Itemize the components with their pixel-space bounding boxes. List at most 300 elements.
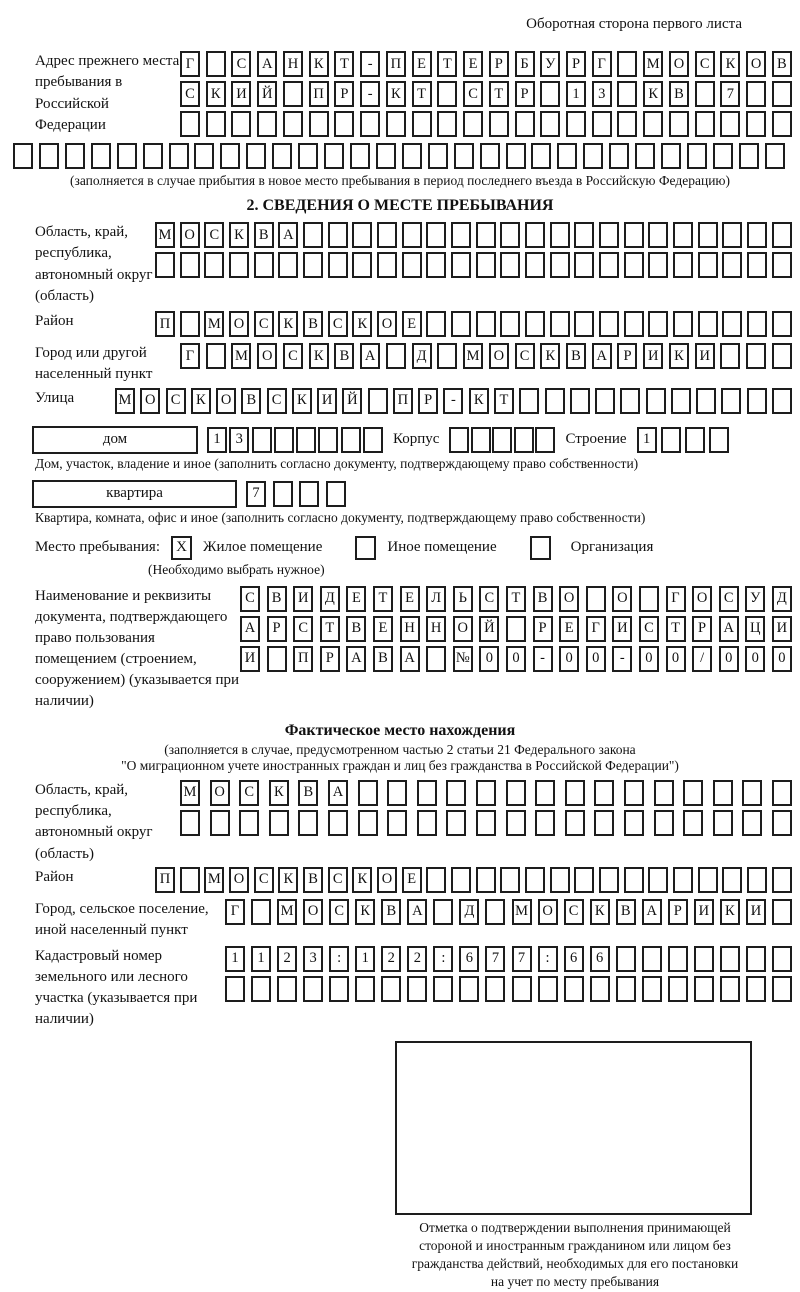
char-cell: М: [180, 780, 200, 806]
apartment-box-label: квартира: [32, 480, 237, 508]
char-cell: [531, 143, 551, 169]
char-cell: О: [229, 867, 249, 893]
char-cell: 3: [592, 81, 612, 107]
char-cell: [709, 427, 729, 453]
char-cell: [540, 81, 560, 107]
char-cell-row: [180, 81, 792, 107]
char-cell: [570, 388, 590, 414]
char-cell: [269, 810, 289, 836]
char-cell: [506, 810, 526, 836]
char-cell: :: [538, 946, 558, 972]
char-cell: [722, 311, 742, 337]
char-cell: А: [346, 646, 366, 672]
char-cell: К: [278, 311, 298, 337]
char-cell: К: [643, 81, 663, 107]
char-cell: [476, 252, 496, 278]
char-cell: [747, 388, 767, 414]
char-cell: 2: [407, 946, 427, 972]
char-cell: [683, 780, 703, 806]
char-cell: Л: [426, 586, 446, 612]
char-cell: А: [328, 780, 348, 806]
char-cell: С: [328, 867, 348, 893]
char-cell: [376, 143, 396, 169]
char-cell: П: [155, 311, 175, 337]
char-cell: В: [303, 311, 323, 337]
char-cell: В: [303, 867, 323, 893]
char-cell: [328, 252, 348, 278]
char-cell: О: [746, 51, 766, 77]
char-cell: Е: [402, 311, 422, 337]
char-cell: Д: [459, 899, 479, 925]
char-cell: В: [334, 343, 354, 369]
char-cell: О: [489, 343, 509, 369]
char-cell-row: [246, 481, 346, 507]
char-cell: Ц: [745, 616, 765, 642]
char-cell: К: [352, 311, 372, 337]
char-cell: С: [515, 343, 535, 369]
char-cell: [272, 143, 292, 169]
char-cell: [599, 252, 619, 278]
char-cell: [485, 899, 505, 925]
char-cell: [426, 222, 446, 248]
char-cell: [648, 222, 668, 248]
char-cell: [592, 111, 612, 137]
region2-cells: [180, 780, 792, 865]
street-label: Улица: [35, 389, 75, 406]
char-cell: [512, 976, 532, 1002]
char-cell: 6: [564, 946, 584, 972]
char-cell: [624, 252, 644, 278]
char-cell: О: [229, 311, 249, 337]
region2-row: [35, 780, 800, 865]
char-cell: 7: [720, 81, 740, 107]
char-cell: [459, 976, 479, 1002]
char-cell: М: [204, 311, 224, 337]
char-cell: О: [669, 51, 689, 77]
char-cell: В: [772, 51, 792, 77]
char-cell: В: [669, 81, 689, 107]
char-cell: [550, 311, 570, 337]
char-cell: [599, 222, 619, 248]
char-cell-row: [449, 427, 555, 453]
char-cell: Т: [666, 616, 686, 642]
char-cell: 3: [229, 427, 249, 453]
char-cell: [180, 252, 200, 278]
char-cell: :: [433, 946, 453, 972]
char-cell: [673, 222, 693, 248]
char-cell: [722, 222, 742, 248]
char-cell: Е: [402, 867, 422, 893]
char-cell: [661, 143, 681, 169]
char-cell: -: [360, 81, 380, 107]
char-cell: М: [204, 867, 224, 893]
char-cell: [624, 780, 644, 806]
char-cell: [273, 481, 293, 507]
prev-address-cells: [180, 51, 792, 141]
char-cell: [426, 252, 446, 278]
char-cell: П: [293, 646, 313, 672]
char-cell: С: [329, 899, 349, 925]
char-cell: У: [540, 51, 560, 77]
char-cell: А: [400, 646, 420, 672]
char-cell: [747, 252, 767, 278]
char-cell: [39, 143, 59, 169]
char-cell: С: [180, 81, 200, 107]
char-cell: [772, 780, 792, 806]
char-cell: 0: [666, 646, 686, 672]
confirmation-stamp-box: [395, 1041, 752, 1215]
char-cell: [220, 143, 240, 169]
char-cell: [451, 867, 471, 893]
char-cell: Р: [533, 616, 553, 642]
char-cell: [426, 867, 446, 893]
char-cell: [229, 252, 249, 278]
char-cell: [669, 111, 689, 137]
char-cell: [515, 111, 535, 137]
char-cell: С: [695, 51, 715, 77]
char-cell: Р: [515, 81, 535, 107]
char-cell: [617, 81, 637, 107]
char-cell: [407, 976, 427, 1002]
char-cell: [65, 143, 85, 169]
confirmation-caption: [388, 1219, 762, 1292]
char-cell-row: [155, 311, 792, 337]
char-cell: [500, 222, 520, 248]
char-cell: О: [377, 311, 397, 337]
char-cell: [225, 976, 245, 1002]
confirmation-caption-line: на учет по месту пребывания: [490, 1274, 660, 1290]
char-cell: Т: [412, 81, 432, 107]
char-cell: [309, 111, 329, 137]
char-cell: [210, 810, 230, 836]
char-cell: С: [719, 586, 739, 612]
char-cell: О: [257, 343, 277, 369]
char-cell: Т: [506, 586, 526, 612]
char-cell: [668, 976, 688, 1002]
char-cell: П: [386, 51, 406, 77]
region-label: Область, край, республика, автономный округ (область): [35, 224, 153, 304]
char-cell: С: [204, 222, 224, 248]
char-cell: С: [254, 311, 274, 337]
char-cell: [355, 976, 375, 1002]
char-cell: [387, 810, 407, 836]
char-cell: [698, 222, 718, 248]
char-cell: [595, 388, 615, 414]
char-cell: [646, 388, 666, 414]
char-cell: 2: [381, 946, 401, 972]
char-cell: [437, 81, 457, 107]
char-cell-row: [637, 427, 729, 453]
char-cell-row: [13, 143, 785, 169]
char-cell: Т: [373, 586, 393, 612]
char-cell: [687, 143, 707, 169]
option-label-other-premises: Иное помещение: [387, 539, 497, 556]
char-cell: О: [453, 616, 473, 642]
char-cell: [334, 111, 354, 137]
char-cell: [599, 867, 619, 893]
char-cell: [535, 810, 555, 836]
char-cell: [180, 810, 200, 836]
char-cell: [624, 810, 644, 836]
char-cell: [765, 143, 785, 169]
char-cell: М: [231, 343, 251, 369]
char-cell-row: [240, 616, 792, 642]
char-cell: [506, 616, 526, 642]
char-cell: [514, 427, 534, 453]
char-cell: [386, 343, 406, 369]
char-cell: 0: [479, 646, 499, 672]
char-cell: К: [469, 388, 489, 414]
char-cell: [303, 222, 323, 248]
char-cell: [648, 252, 668, 278]
char-cell: [485, 976, 505, 1002]
char-cell: [642, 976, 662, 1002]
char-cell: [328, 810, 348, 836]
char-cell-row: [180, 780, 792, 806]
district2-label: Район: [35, 868, 74, 885]
char-cell: У: [745, 586, 765, 612]
char-cell: [283, 81, 303, 107]
char-cell: А: [278, 222, 298, 248]
char-cell: [451, 222, 471, 248]
char-cell: Р: [692, 616, 712, 642]
char-cell: К: [720, 899, 740, 925]
char-cell: [206, 343, 226, 369]
char-cell: О: [377, 867, 397, 893]
char-cell: [772, 252, 792, 278]
char-cell: Б: [515, 51, 535, 77]
char-cell: Р: [267, 616, 287, 642]
char-cell: [695, 111, 715, 137]
prev-address-label: Адрес прежнего места пребывания в Российской Федерации: [35, 53, 180, 133]
char-cell: 1: [637, 427, 657, 453]
char-cell: [565, 810, 585, 836]
char-cell: В: [298, 780, 318, 806]
char-cell: [446, 810, 466, 836]
char-cell: [620, 388, 640, 414]
char-cell-row: [155, 252, 792, 278]
char-cell: А: [240, 616, 260, 642]
actual-location-caption-1: (заполняется в случае, предусмотренном частью 2 статьи 21 Федерального закона: [164, 741, 636, 757]
char-cell: [772, 81, 792, 107]
char-cell: И: [695, 343, 715, 369]
char-cell: [352, 222, 372, 248]
char-cell: [386, 111, 406, 137]
char-cell: 2: [277, 946, 297, 972]
char-cell: 7: [512, 946, 532, 972]
char-cell: [635, 143, 655, 169]
char-cell: Р: [617, 343, 637, 369]
char-cell: [583, 143, 603, 169]
char-cell: [298, 143, 318, 169]
char-cell: [155, 252, 175, 278]
char-cell: [476, 780, 496, 806]
char-cell: И: [772, 616, 792, 642]
char-cell: [590, 976, 610, 1002]
char-cell: С: [231, 51, 251, 77]
char-cell: Д: [320, 586, 340, 612]
char-cell: Т: [334, 51, 354, 77]
house-box-label: дом: [32, 426, 198, 454]
char-cell: [402, 222, 422, 248]
char-cell: [586, 586, 606, 612]
char-cell: [352, 252, 372, 278]
char-cell: -: [533, 646, 553, 672]
char-cell: С: [267, 388, 287, 414]
char-cell: С: [293, 616, 313, 642]
char-cell: [772, 111, 792, 137]
char-cell: [713, 810, 733, 836]
char-cell: Р: [418, 388, 438, 414]
char-cell: Г: [180, 343, 200, 369]
char-cell: [251, 976, 271, 1002]
char-cell: [713, 780, 733, 806]
char-cell: [91, 143, 111, 169]
char-cell: С: [564, 899, 584, 925]
char-cell: [746, 111, 766, 137]
char-cell: 7: [485, 946, 505, 972]
char-cell: Т: [494, 388, 514, 414]
char-cell: Г: [180, 51, 200, 77]
char-cell: П: [155, 867, 175, 893]
char-cell: 7: [246, 481, 266, 507]
char-cell: [772, 899, 792, 925]
char-cell: [772, 311, 792, 337]
char-cell: [643, 111, 663, 137]
char-cell: [617, 111, 637, 137]
char-cell: С: [328, 311, 348, 337]
char-cell: [695, 81, 715, 107]
char-cell: [449, 427, 469, 453]
char-cell: [381, 976, 401, 1002]
checkbox-organization: [530, 536, 551, 560]
stay-type-hint: (Необходимо выбрать нужное): [148, 561, 325, 577]
char-cell: [476, 810, 496, 836]
char-cell: И: [643, 343, 663, 369]
char-cell: [661, 427, 681, 453]
char-cell: [437, 343, 457, 369]
char-cell: [772, 976, 792, 1002]
char-cell: [694, 976, 714, 1002]
cadastral-row: [35, 946, 800, 1031]
char-cell: И: [240, 646, 260, 672]
char-cell: [746, 81, 766, 107]
char-cell: [772, 388, 792, 414]
city-row: [35, 343, 800, 386]
district-label: Район: [35, 313, 74, 330]
char-cell: [599, 311, 619, 337]
char-cell: [180, 867, 200, 893]
char-cell: М: [463, 343, 483, 369]
char-cell: К: [309, 343, 329, 369]
apartment-row: [32, 480, 800, 508]
char-cell: [624, 867, 644, 893]
char-cell: [506, 780, 526, 806]
char-cell: Й: [479, 616, 499, 642]
apartment-caption: Квартира, комната, офис и иное (заполнить согласно документу, подтверждающему право собственности): [35, 509, 646, 525]
korpus-label: Корпус: [393, 431, 440, 448]
char-cell: 1: [566, 81, 586, 107]
char-cell: [296, 427, 316, 453]
region-row: [35, 222, 800, 307]
char-cell: [283, 111, 303, 137]
char-cell: /: [692, 646, 712, 672]
char-cell: [673, 867, 693, 893]
char-cell: Т: [437, 51, 457, 77]
char-cell: [489, 111, 509, 137]
char-cell: К: [590, 899, 610, 925]
char-cell: [713, 143, 733, 169]
char-cell: О: [216, 388, 236, 414]
char-cell: К: [278, 867, 298, 893]
char-cell: С: [283, 343, 303, 369]
char-cell: С: [479, 586, 499, 612]
prev-address-block: [35, 51, 800, 141]
char-cell: [574, 867, 594, 893]
char-cell: [609, 143, 629, 169]
char-cell: [624, 222, 644, 248]
char-cell: [721, 388, 741, 414]
char-cell: [550, 252, 570, 278]
char-cell: [358, 780, 378, 806]
char-cell-row: [180, 111, 792, 137]
char-cell: [257, 111, 277, 137]
city-label: Город или другой населенный пункт: [35, 345, 153, 383]
char-cell: [683, 810, 703, 836]
char-cell: [538, 976, 558, 1002]
char-cell: [574, 311, 594, 337]
confirmation-caption-line: Отметка о подтверждении выполнения принимающей: [419, 1219, 731, 1235]
char-cell: [540, 111, 560, 137]
char-cell: 1: [355, 946, 375, 972]
street-row: [35, 388, 800, 418]
char-cell: Е: [400, 586, 420, 612]
char-cell: [616, 946, 636, 972]
char-cell: Е: [463, 51, 483, 77]
char-cell: [747, 867, 767, 893]
house-caption: Дом, участок, владение и иное (заполнить согласно документу, подтверждающему право собственности): [35, 455, 639, 471]
char-cell: [673, 252, 693, 278]
char-cell-row: [155, 222, 792, 248]
char-cell: [387, 780, 407, 806]
char-cell: [668, 946, 688, 972]
char-cell: [274, 427, 294, 453]
char-cell: О: [538, 899, 558, 925]
char-cell: [698, 311, 718, 337]
char-cell: [299, 481, 319, 507]
char-cell: [642, 946, 662, 972]
char-cell: :: [329, 946, 349, 972]
char-cell: [525, 222, 545, 248]
char-cell: О: [303, 899, 323, 925]
char-cell-row: [240, 586, 792, 612]
char-cell: О: [612, 586, 632, 612]
char-cell: -: [612, 646, 632, 672]
region2-label: Область, край, республика, автономный округ (область): [35, 781, 153, 862]
checkbox-other-premises: [355, 536, 376, 560]
char-cell: В: [254, 222, 274, 248]
char-cell: №: [453, 646, 473, 672]
char-cell: М: [277, 899, 297, 925]
char-cell: [206, 51, 226, 77]
char-cell: С: [239, 780, 259, 806]
char-cell: [471, 427, 491, 453]
char-cell: [326, 481, 346, 507]
char-cell: [180, 311, 200, 337]
char-cell: К: [352, 867, 372, 893]
char-cell: К: [720, 51, 740, 77]
char-cell: [545, 388, 565, 414]
